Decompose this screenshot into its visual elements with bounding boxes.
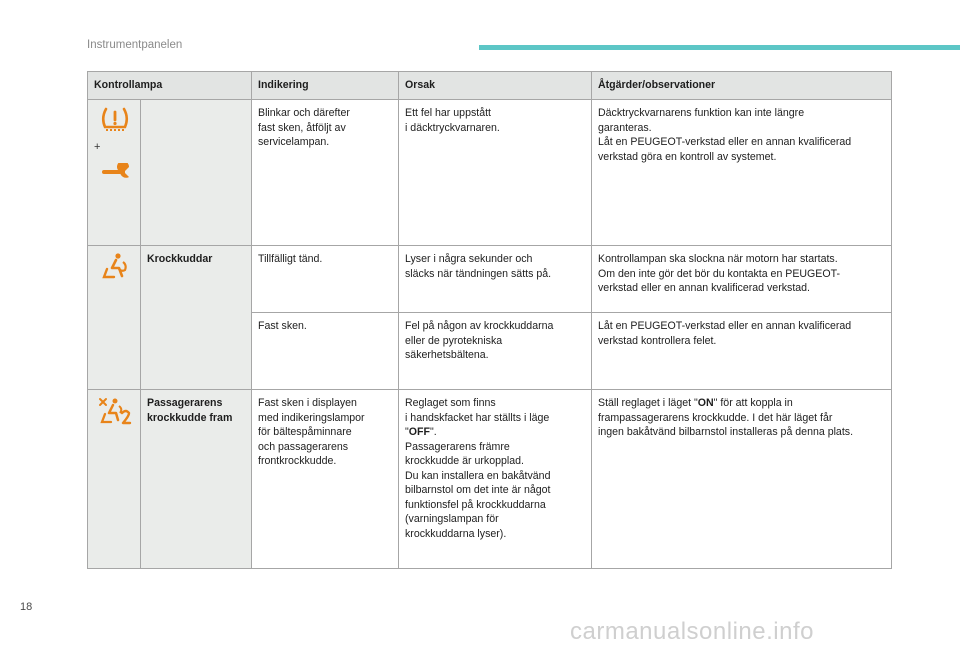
action-cell: Kontrollampan ska slockna när motorn har startats. Om den inte gör det bör du kontakta en PEUGEOT- verkstad eller en annan kvalificerad verkstad. <box>592 246 892 313</box>
lamp-icon-cell <box>88 100 141 246</box>
section-title: Instrumentpanelen <box>87 39 183 51</box>
cause-line: i handskfacket har ställts i läge <box>405 411 550 424</box>
warning-lamp-table <box>87 71 892 569</box>
action-cell: Låt en PEUGEOT-verkstad eller en annan kvalificerad verkstad kontrollera felet. <box>592 313 892 390</box>
wrench-icon <box>98 163 132 181</box>
watermark: carmanualsonline.info <box>570 618 814 645</box>
page-number: 18 <box>20 601 33 613</box>
lamp-name-cell <box>141 100 252 246</box>
action-cell <box>592 390 892 569</box>
cause-cell: Lyser i några sekunder och släcks när tändningen sätts på. <box>399 246 592 313</box>
action-cell: Däcktryckvarnarens funktion kan inte längre garanteras. Låt en PEUGEOT-verkstad eller en annan kvalificerad verkstad göra en kontroll av systemet. <box>592 100 892 246</box>
table-row <box>88 390 892 569</box>
cause-cell <box>399 390 592 569</box>
lamp-icon-cell <box>88 246 141 390</box>
plus-sign: + <box>94 141 101 153</box>
indication-cell: Blinkar och därefter fast sken, åtföljt av servicelampan. <box>252 100 399 246</box>
table-row <box>88 246 892 313</box>
lamp-name-cell: Passagerarens krockkudde fram <box>141 390 252 569</box>
indication-cell: Tillfälligt tänd. <box>252 246 399 313</box>
indication-cell: Fast sken i displayen med indikeringslampor för bältespåminnare och passagerarens frontkrockkudde. <box>252 390 399 569</box>
on-keyword: ON <box>697 397 714 409</box>
column-header-action: Åtgärder/observationer <box>592 72 892 100</box>
cause-cell: Fel på någon av krockkuddarna eller de pyrotekniska säkerhetsbältena. <box>399 313 592 390</box>
cause-line: Reglaget som finns <box>405 397 496 409</box>
table-row <box>88 100 892 246</box>
cause-cell: Ett fel har uppstått i däcktryckvarnaren. <box>399 100 592 246</box>
lamp-name-cell: Krockkuddar <box>141 246 252 390</box>
airbag-icon <box>100 252 130 280</box>
indication-cell: Fast sken. <box>252 313 399 390</box>
column-header-indication: Indikering <box>252 72 399 100</box>
tire-pressure-icon <box>100 106 130 134</box>
action-prefix: Ställ reglaget i läget " <box>598 397 698 409</box>
header-accent-bar <box>479 45 960 50</box>
quote-mark: ". <box>429 426 437 438</box>
cause-rest: Passagerarens främre krockkudde är urkopplad. Du kan installera en bakåtvänd bilbarnstol om det inte är något funktionsfel på krockkuddarna (varningslampan för krockkuddarna lyser). <box>405 440 551 540</box>
column-header-lamp: Kontrollampa <box>88 72 252 100</box>
table-header-row <box>88 72 892 100</box>
lamp-icon-cell <box>88 390 141 569</box>
passenger-airbag-off-icon <box>98 396 132 426</box>
off-keyword: OFF <box>408 426 430 438</box>
quote-mark: " <box>405 426 409 438</box>
action-suffix: " för att koppla in frampassagerarens krockkudde. I det här läget får ingen bakåtvänd bilbarnstol installeras på denna plats. <box>598 397 854 438</box>
column-header-cause: Orsak <box>399 72 592 100</box>
